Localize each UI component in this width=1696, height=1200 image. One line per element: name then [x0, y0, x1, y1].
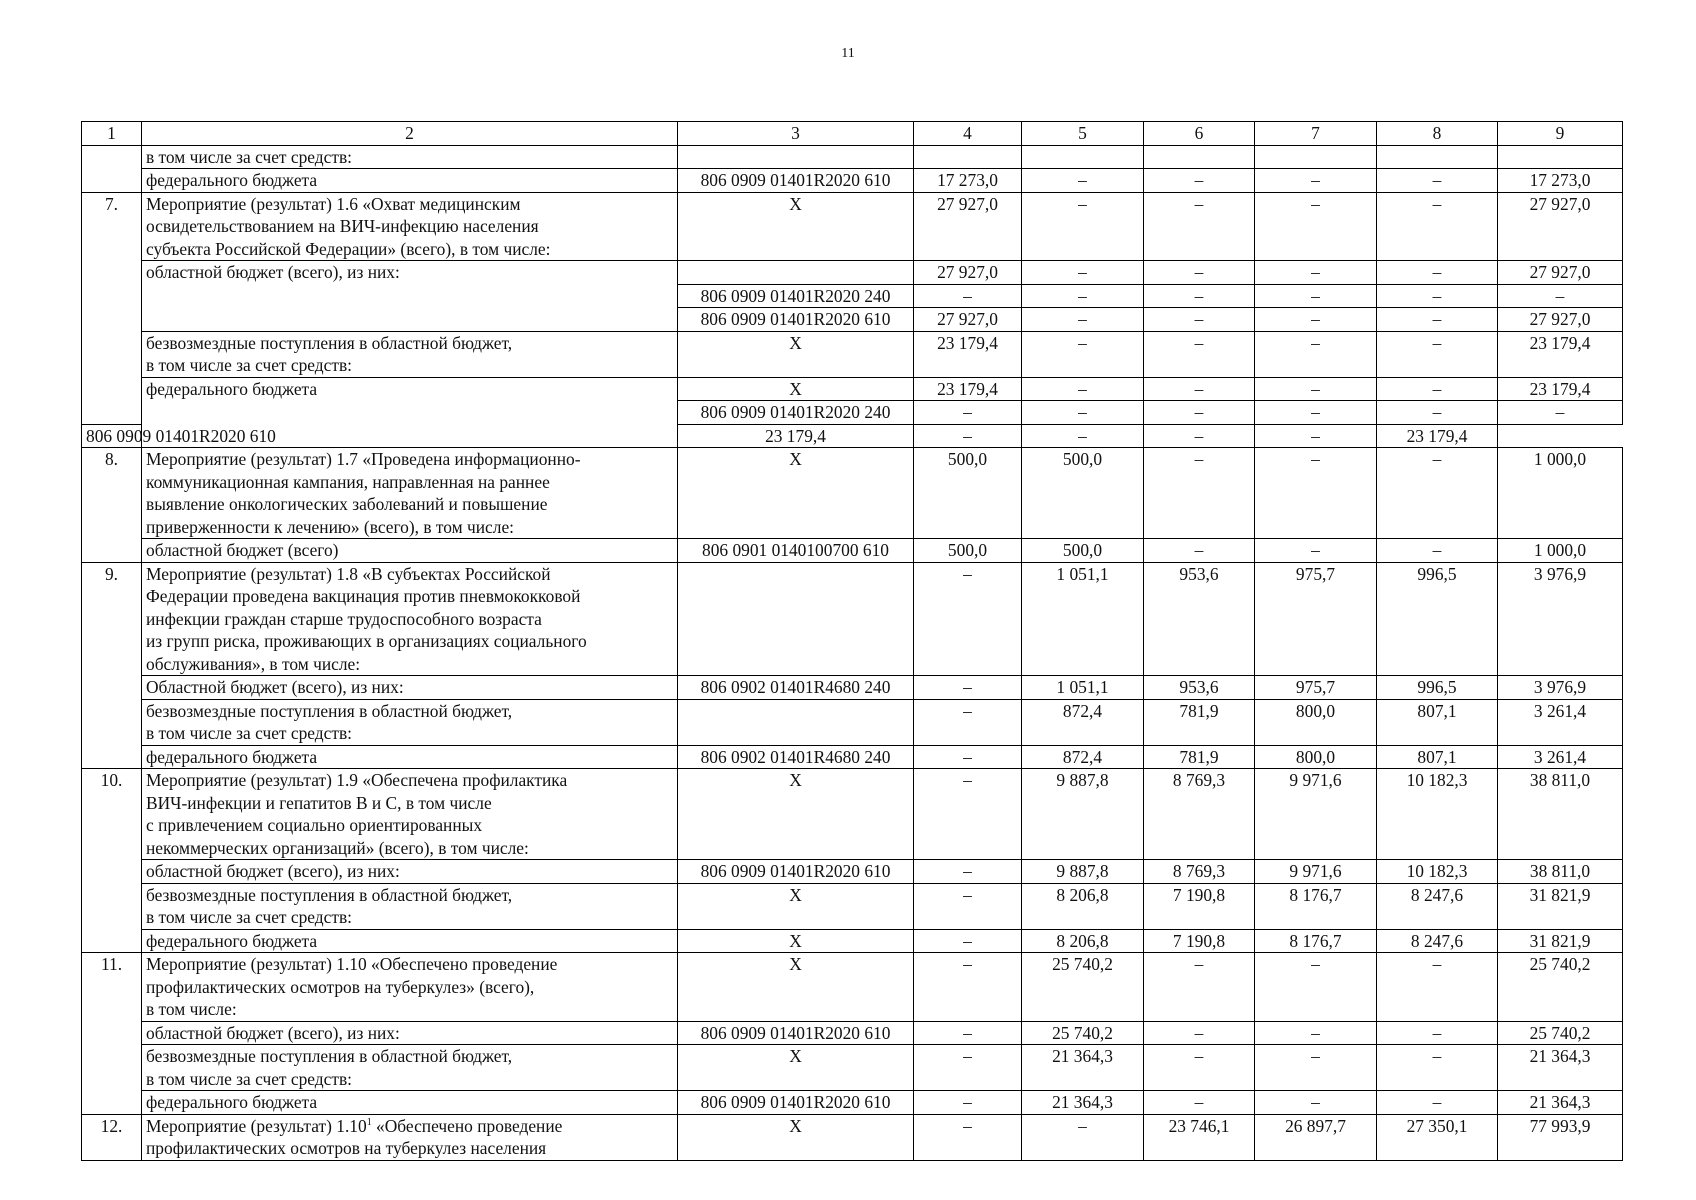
description-line: выявление онкологических заболеваний и повышение: [146, 494, 548, 514]
amount-cell: –: [1377, 401, 1498, 425]
item-description: [142, 1091, 678, 1115]
table-row: [82, 562, 1623, 676]
amount-cell: –: [1255, 1045, 1377, 1091]
amount-cell: 872,4: [1022, 699, 1144, 745]
table-row: [82, 676, 1623, 700]
budget-code: Х: [678, 929, 914, 953]
amount-cell: –: [1255, 448, 1377, 539]
amount-cell: –: [1255, 401, 1377, 425]
item-description: [142, 448, 678, 539]
budget-code: 806 0909 01401R2020 610: [678, 860, 914, 884]
description-line: областной бюджет (всего), из них:: [146, 262, 400, 282]
item-description: [142, 676, 678, 700]
amount-cell: –: [914, 883, 1022, 929]
amount-cell: –: [1498, 401, 1623, 425]
amount-cell: 500,0: [1022, 448, 1144, 539]
description-line: федерального бюджета: [146, 1092, 318, 1112]
description-line: безвозмездные поступления в областной бюджет,: [146, 332, 513, 353]
description-line: Федерации проведена вакцинация против пневмококковой: [146, 586, 581, 606]
table-row: [82, 769, 1623, 860]
amount-cell: –: [914, 929, 1022, 953]
table-row: [82, 1045, 1623, 1091]
amount-cell: 27 927,0: [1498, 261, 1623, 285]
amount-cell: –: [1022, 192, 1144, 261]
amount-cell: 975,7: [1255, 676, 1377, 700]
item-number: 8.: [82, 448, 142, 563]
amount-cell: –: [1255, 953, 1377, 1022]
amount-cell: –: [1377, 192, 1498, 261]
amount-cell: 1 000,0: [1498, 539, 1623, 563]
col-header: 2: [142, 122, 678, 146]
table-row: [82, 448, 1623, 539]
description-line: областной бюджет (всего), из них:: [146, 861, 400, 881]
amount-cell: 1 051,1: [1022, 562, 1144, 676]
amount-cell: –: [1144, 169, 1255, 193]
table-row: [82, 883, 1623, 929]
budget-code: Х: [678, 192, 914, 261]
amount-cell: 3 261,4: [1498, 745, 1623, 769]
amount-cell: 1 051,1: [1022, 676, 1144, 700]
table-row: [82, 699, 1623, 745]
amount-cell: –: [914, 769, 1022, 860]
amount-cell: –: [1377, 261, 1498, 285]
table-row: [82, 953, 1623, 1022]
description-line: областной бюджет (всего), из них:: [146, 1022, 400, 1043]
table-row: [82, 377, 1623, 401]
amount-cell: 77 993,9: [1498, 1114, 1623, 1160]
amount-cell: 26 897,7: [1255, 1114, 1377, 1160]
amount-cell: –: [1377, 448, 1498, 539]
amount-cell: –: [1255, 169, 1377, 193]
table-row: [82, 745, 1623, 769]
budget-code: 806 0909 01401R2020 610: [678, 1091, 914, 1115]
item-number: [82, 145, 142, 192]
amount-cell: –: [1144, 448, 1255, 539]
amount-cell: 8 206,8: [1022, 929, 1144, 953]
amount-cell: 25 740,2: [1498, 953, 1623, 1022]
amount-cell: 23 179,4: [1498, 331, 1623, 377]
amount-cell: 21 364,3: [1498, 1045, 1623, 1091]
amount-cell: 25 740,2: [1022, 1021, 1144, 1045]
col-header: 4: [914, 122, 1022, 146]
col-header: 7: [1255, 122, 1377, 146]
amount-cell: –: [914, 699, 1022, 745]
item-description: [142, 1021, 678, 1045]
amount-cell: –: [1255, 1091, 1377, 1115]
table-row: [82, 929, 1623, 953]
description-line: безвозмездные поступления в областной бюджет,: [146, 700, 513, 721]
amount-cell: 23 179,4: [914, 377, 1022, 401]
amount-cell: –: [1377, 953, 1498, 1022]
budget-code: [678, 562, 914, 676]
description-line: субъекта Российской Федерации» (всего), в том числе:: [146, 238, 551, 259]
amount-cell: 31 821,9: [1498, 883, 1623, 929]
item-number: 11.: [82, 953, 142, 1115]
col-header: 3: [678, 122, 914, 146]
budget-code: [678, 145, 914, 169]
amount-cell: 31 821,9: [1498, 929, 1623, 953]
amount-cell: –: [1022, 401, 1144, 425]
item-description: [142, 769, 678, 860]
budget-code: 806 0909 01401R2020 610: [678, 1021, 914, 1045]
description-line: областной бюджет (всего): [146, 540, 339, 560]
amount-cell: –: [914, 562, 1022, 676]
table-row: [82, 331, 1623, 377]
amount-cell: –: [1377, 377, 1498, 401]
amount-cell: –: [914, 953, 1022, 1022]
item-description: [142, 745, 678, 769]
amount-cell: –: [914, 860, 1022, 884]
column-number-header: [82, 122, 1623, 146]
table-row: [82, 169, 1623, 193]
description-line: федерального бюджета: [146, 170, 318, 190]
amount-cell: –: [1144, 331, 1255, 377]
budget-code: 806 0902 01401R4680 240: [678, 745, 914, 769]
amount-cell: 9 971,6: [1255, 769, 1377, 860]
amount-cell: 23 179,4: [678, 424, 914, 448]
amount-cell: 7 190,8: [1144, 929, 1255, 953]
amount-cell: 7 190,8: [1144, 883, 1255, 929]
item-description: [142, 261, 678, 332]
budget-code: Х: [678, 331, 914, 377]
amount-cell: –: [914, 1021, 1022, 1045]
description-line: Мероприятие (результат) 1.9 «Обеспечена профилактика: [146, 770, 568, 790]
amount-cell: –: [1022, 1114, 1144, 1160]
amount-cell: –: [914, 745, 1022, 769]
amount-cell: –: [914, 284, 1022, 308]
amount-cell: 975,7: [1255, 562, 1377, 676]
amount-cell: –: [914, 1091, 1022, 1115]
description-line: в том числе за счет средств:: [146, 723, 352, 743]
amount-cell: 27 927,0: [1498, 308, 1623, 332]
amount-cell: 996,5: [1377, 562, 1498, 676]
amount-cell: –: [1022, 331, 1144, 377]
description-line: безвозмездные поступления в областной бюджет,: [146, 1046, 513, 1066]
budget-code: 806 0909 01401R2020 610: [678, 169, 914, 193]
amount-cell: –: [1377, 169, 1498, 193]
col-header: 1: [82, 122, 142, 146]
amount-cell: 38 811,0: [1498, 769, 1623, 860]
amount-cell: –: [1022, 424, 1144, 448]
budget-code: Х: [678, 1114, 914, 1160]
item-description: [142, 331, 678, 377]
amount-cell: [1498, 145, 1623, 169]
item-description: [142, 860, 678, 884]
description-line: в том числе за счет средств:: [146, 355, 352, 375]
table-row: [82, 860, 1623, 884]
amount-cell: –: [914, 1045, 1022, 1091]
amount-cell: –: [914, 401, 1022, 425]
amount-cell: [1022, 145, 1144, 169]
item-description: [142, 145, 678, 169]
amount-cell: 500,0: [914, 539, 1022, 563]
description-line: Областной бюджет (всего), из них:: [146, 677, 404, 697]
table-row: [82, 261, 1623, 285]
description-line: Мероприятие (результат) 1.10 «Обеспечено проведение: [146, 954, 558, 974]
amount-cell: –: [1255, 284, 1377, 308]
table-row: [82, 1114, 1623, 1160]
amount-cell: –: [1255, 308, 1377, 332]
table-row: [82, 192, 1623, 261]
description-line: Мероприятие (результат) 1.6 «Охват медицинским: [146, 193, 521, 214]
budget-code: Х: [678, 377, 914, 401]
amount-cell: 800,0: [1255, 745, 1377, 769]
description-line: из групп риска, проживающих в организациях социального: [146, 631, 587, 651]
item-number: 10.: [82, 769, 142, 953]
item-number: 12.: [82, 1114, 142, 1160]
amount-cell: 9 887,8: [1022, 860, 1144, 884]
amount-cell: 23 746,1: [1144, 1114, 1255, 1160]
description-line: федерального бюджета: [146, 746, 318, 767]
amount-cell: 23 179,4: [914, 331, 1022, 377]
amount-cell: –: [1255, 331, 1377, 377]
amount-cell: 27 927,0: [914, 308, 1022, 332]
amount-cell: –: [1144, 401, 1255, 425]
footnote-mark: 1: [366, 1116, 372, 1128]
amount-cell: 17 273,0: [914, 169, 1022, 193]
budget-code: 806 0901 0140100700 610: [678, 539, 914, 563]
amount-cell: 10 182,3: [1377, 769, 1498, 860]
amount-cell: 27 350,1: [1377, 1114, 1498, 1160]
amount-cell: 781,9: [1144, 745, 1255, 769]
amount-cell: –: [1144, 192, 1255, 261]
amount-cell: –: [1377, 284, 1498, 308]
budget-code: Х: [678, 1045, 914, 1091]
amount-cell: 21 364,3: [1022, 1045, 1144, 1091]
amount-cell: –: [914, 424, 1022, 448]
budget-code: 806 0909 01401R2020 240: [678, 284, 914, 308]
description-line: обслуживания», в том числе:: [146, 653, 361, 674]
amount-cell: –: [1144, 261, 1255, 285]
item-description: [142, 539, 678, 563]
amount-cell: [1255, 145, 1377, 169]
item-description: [142, 169, 678, 193]
amount-cell: 953,6: [1144, 562, 1255, 676]
col-header: 6: [1144, 122, 1255, 146]
item-description: [142, 1045, 678, 1091]
item-description: [142, 929, 678, 953]
amount-cell: –: [1377, 1091, 1498, 1115]
amount-cell: 953,6: [1144, 676, 1255, 700]
description-line: приверженности к лечению» (всего), в том числе:: [146, 516, 515, 537]
amount-cell: –: [1022, 377, 1144, 401]
amount-cell: –: [1144, 953, 1255, 1022]
amount-cell: 9 887,8: [1022, 769, 1144, 860]
description-line: федерального бюджета: [146, 378, 318, 399]
budget-code: 806 0909 01401R2020 610: [82, 424, 142, 448]
budget-code: Х: [678, 883, 914, 929]
item-description: [142, 699, 678, 745]
amount-cell: –: [1144, 377, 1255, 401]
amount-cell: 25 740,2: [1498, 1021, 1623, 1045]
amount-cell: 500,0: [1022, 539, 1144, 563]
description-line: Мероприятие (результат) 1.7 «Проведена информационно-: [146, 449, 581, 469]
description-line: некоммерческих организаций» (всего), в том числе:: [146, 837, 529, 858]
budget-code: [678, 699, 914, 745]
item-number: 9.: [82, 562, 142, 769]
amount-cell: –: [1377, 331, 1498, 377]
budget-code: Х: [678, 953, 914, 1022]
amount-cell: –: [1255, 539, 1377, 563]
amount-cell: –: [1022, 284, 1144, 308]
budget-code: 806 0902 01401R4680 240: [678, 676, 914, 700]
description-line: в том числе за счет средств:: [146, 907, 352, 927]
amount-cell: 3 976,9: [1498, 562, 1623, 676]
item-description: [142, 883, 678, 929]
description-line: коммуникационная кампания, направленная на раннее: [146, 471, 550, 492]
amount-cell: –: [1144, 1091, 1255, 1115]
amount-cell: –: [1255, 1021, 1377, 1045]
amount-cell: 8 769,3: [1144, 860, 1255, 884]
amount-cell: –: [1377, 1021, 1498, 1045]
amount-cell: 807,1: [1377, 745, 1498, 769]
amount-cell: 8 769,3: [1144, 769, 1255, 860]
col-header: 5: [1022, 122, 1144, 146]
description-line: освидетельствованием на ВИЧ-инфекцию населения: [146, 216, 539, 236]
amount-cell: –: [1377, 539, 1498, 563]
amount-cell: 21 364,3: [1022, 1091, 1144, 1115]
amount-cell: 27 927,0: [1498, 192, 1623, 261]
budget-table: [81, 121, 1623, 1161]
amount-cell: 8 247,6: [1377, 883, 1498, 929]
table-row: [82, 145, 1623, 169]
amount-cell: 3 261,4: [1498, 699, 1623, 745]
amount-cell: 500,0: [914, 448, 1022, 539]
amount-cell: 17 273,0: [1498, 169, 1623, 193]
budget-code: [678, 261, 914, 285]
col-header: 9: [1498, 122, 1623, 146]
description-line: безвозмездные поступления в областной бюджет,: [146, 884, 513, 905]
table-row: [82, 1091, 1623, 1115]
amount-cell: –: [914, 1114, 1022, 1160]
budget-code: Х: [678, 769, 914, 860]
description-line: инфекции граждан старше трудоспособного возраста: [146, 608, 542, 629]
col-header: 8: [1377, 122, 1498, 146]
amount-cell: 8 176,7: [1255, 929, 1377, 953]
description-line: профилактических осмотров на туберкулез» (всего),: [146, 976, 535, 997]
table-row: [82, 1021, 1623, 1045]
amount-cell: 800,0: [1255, 699, 1377, 745]
description-line: ВИЧ-инфекции и гепатитов В и С, в том числе: [146, 792, 492, 813]
amount-cell: 3 976,9: [1498, 676, 1623, 700]
amount-cell: –: [1144, 1045, 1255, 1091]
item-description: [142, 1114, 678, 1160]
item-description: [142, 562, 678, 676]
amount-cell: –: [1144, 539, 1255, 563]
amount-cell: 8 206,8: [1022, 883, 1144, 929]
amount-cell: –: [1377, 308, 1498, 332]
item-description: [142, 953, 678, 1022]
item-description: [142, 192, 678, 261]
description-line: Мероприятие (результат) 1.8 «В субъектах Российской: [146, 563, 551, 584]
amount-cell: 872,4: [1022, 745, 1144, 769]
amount-cell: 23 179,4: [1498, 377, 1623, 401]
amount-cell: –: [1144, 424, 1255, 448]
item-number: 7.: [82, 192, 142, 424]
amount-cell: [1144, 145, 1255, 169]
amount-cell: 996,5: [1377, 676, 1498, 700]
amount-cell: 27 927,0: [914, 192, 1022, 261]
description-line: с привлечением социально ориентированных: [146, 815, 483, 835]
amount-cell: 27 927,0: [914, 261, 1022, 285]
amount-cell: –: [1377, 1045, 1498, 1091]
description-line: Мероприятие (результат) 1.10$^1$ «Обеспечено проведение: [146, 1115, 563, 1136]
amount-cell: 807,1: [1377, 699, 1498, 745]
amount-cell: 21 364,3: [1498, 1091, 1623, 1115]
budget-code: Х: [678, 448, 914, 539]
amount-cell: –: [1144, 1021, 1255, 1045]
page-number: 11: [841, 46, 855, 61]
amount-cell: –: [1144, 308, 1255, 332]
amount-cell: –: [1022, 261, 1144, 285]
description-line: в том числе за счет средств:: [146, 1068, 352, 1089]
amount-cell: 25 740,2: [1022, 953, 1144, 1022]
amount-cell: –: [1498, 284, 1623, 308]
table-row: [82, 539, 1623, 563]
amount-cell: 8 247,6: [1377, 929, 1498, 953]
amount-cell: –: [1144, 284, 1255, 308]
description-line: профилактических осмотров на туберкулез населения: [146, 1138, 547, 1158]
amount-cell: 8 176,7: [1255, 883, 1377, 929]
amount-cell: –: [1255, 261, 1377, 285]
budget-code: 806 0909 01401R2020 240: [678, 401, 914, 425]
amount-cell: 9 971,6: [1255, 860, 1377, 884]
amount-cell: 781,9: [1144, 699, 1255, 745]
description-line: в том числе:: [146, 999, 237, 1019]
amount-cell: 23 179,4: [1377, 424, 1498, 448]
amount-cell: 38 811,0: [1498, 860, 1623, 884]
amount-cell: 1 000,0: [1498, 448, 1623, 539]
amount-cell: –: [1022, 169, 1144, 193]
amount-cell: –: [914, 676, 1022, 700]
amount-cell: –: [1255, 424, 1377, 448]
budget-code: 806 0909 01401R2020 610: [678, 308, 914, 332]
amount-cell: –: [1255, 192, 1377, 261]
description-line: в том числе за счет средств:: [146, 146, 352, 167]
amount-cell: –: [1022, 308, 1144, 332]
amount-cell: 10 182,3: [1377, 860, 1498, 884]
amount-cell: [1377, 145, 1498, 169]
amount-cell: [914, 145, 1022, 169]
description-line: федерального бюджета: [146, 930, 318, 951]
amount-cell: –: [1255, 377, 1377, 401]
